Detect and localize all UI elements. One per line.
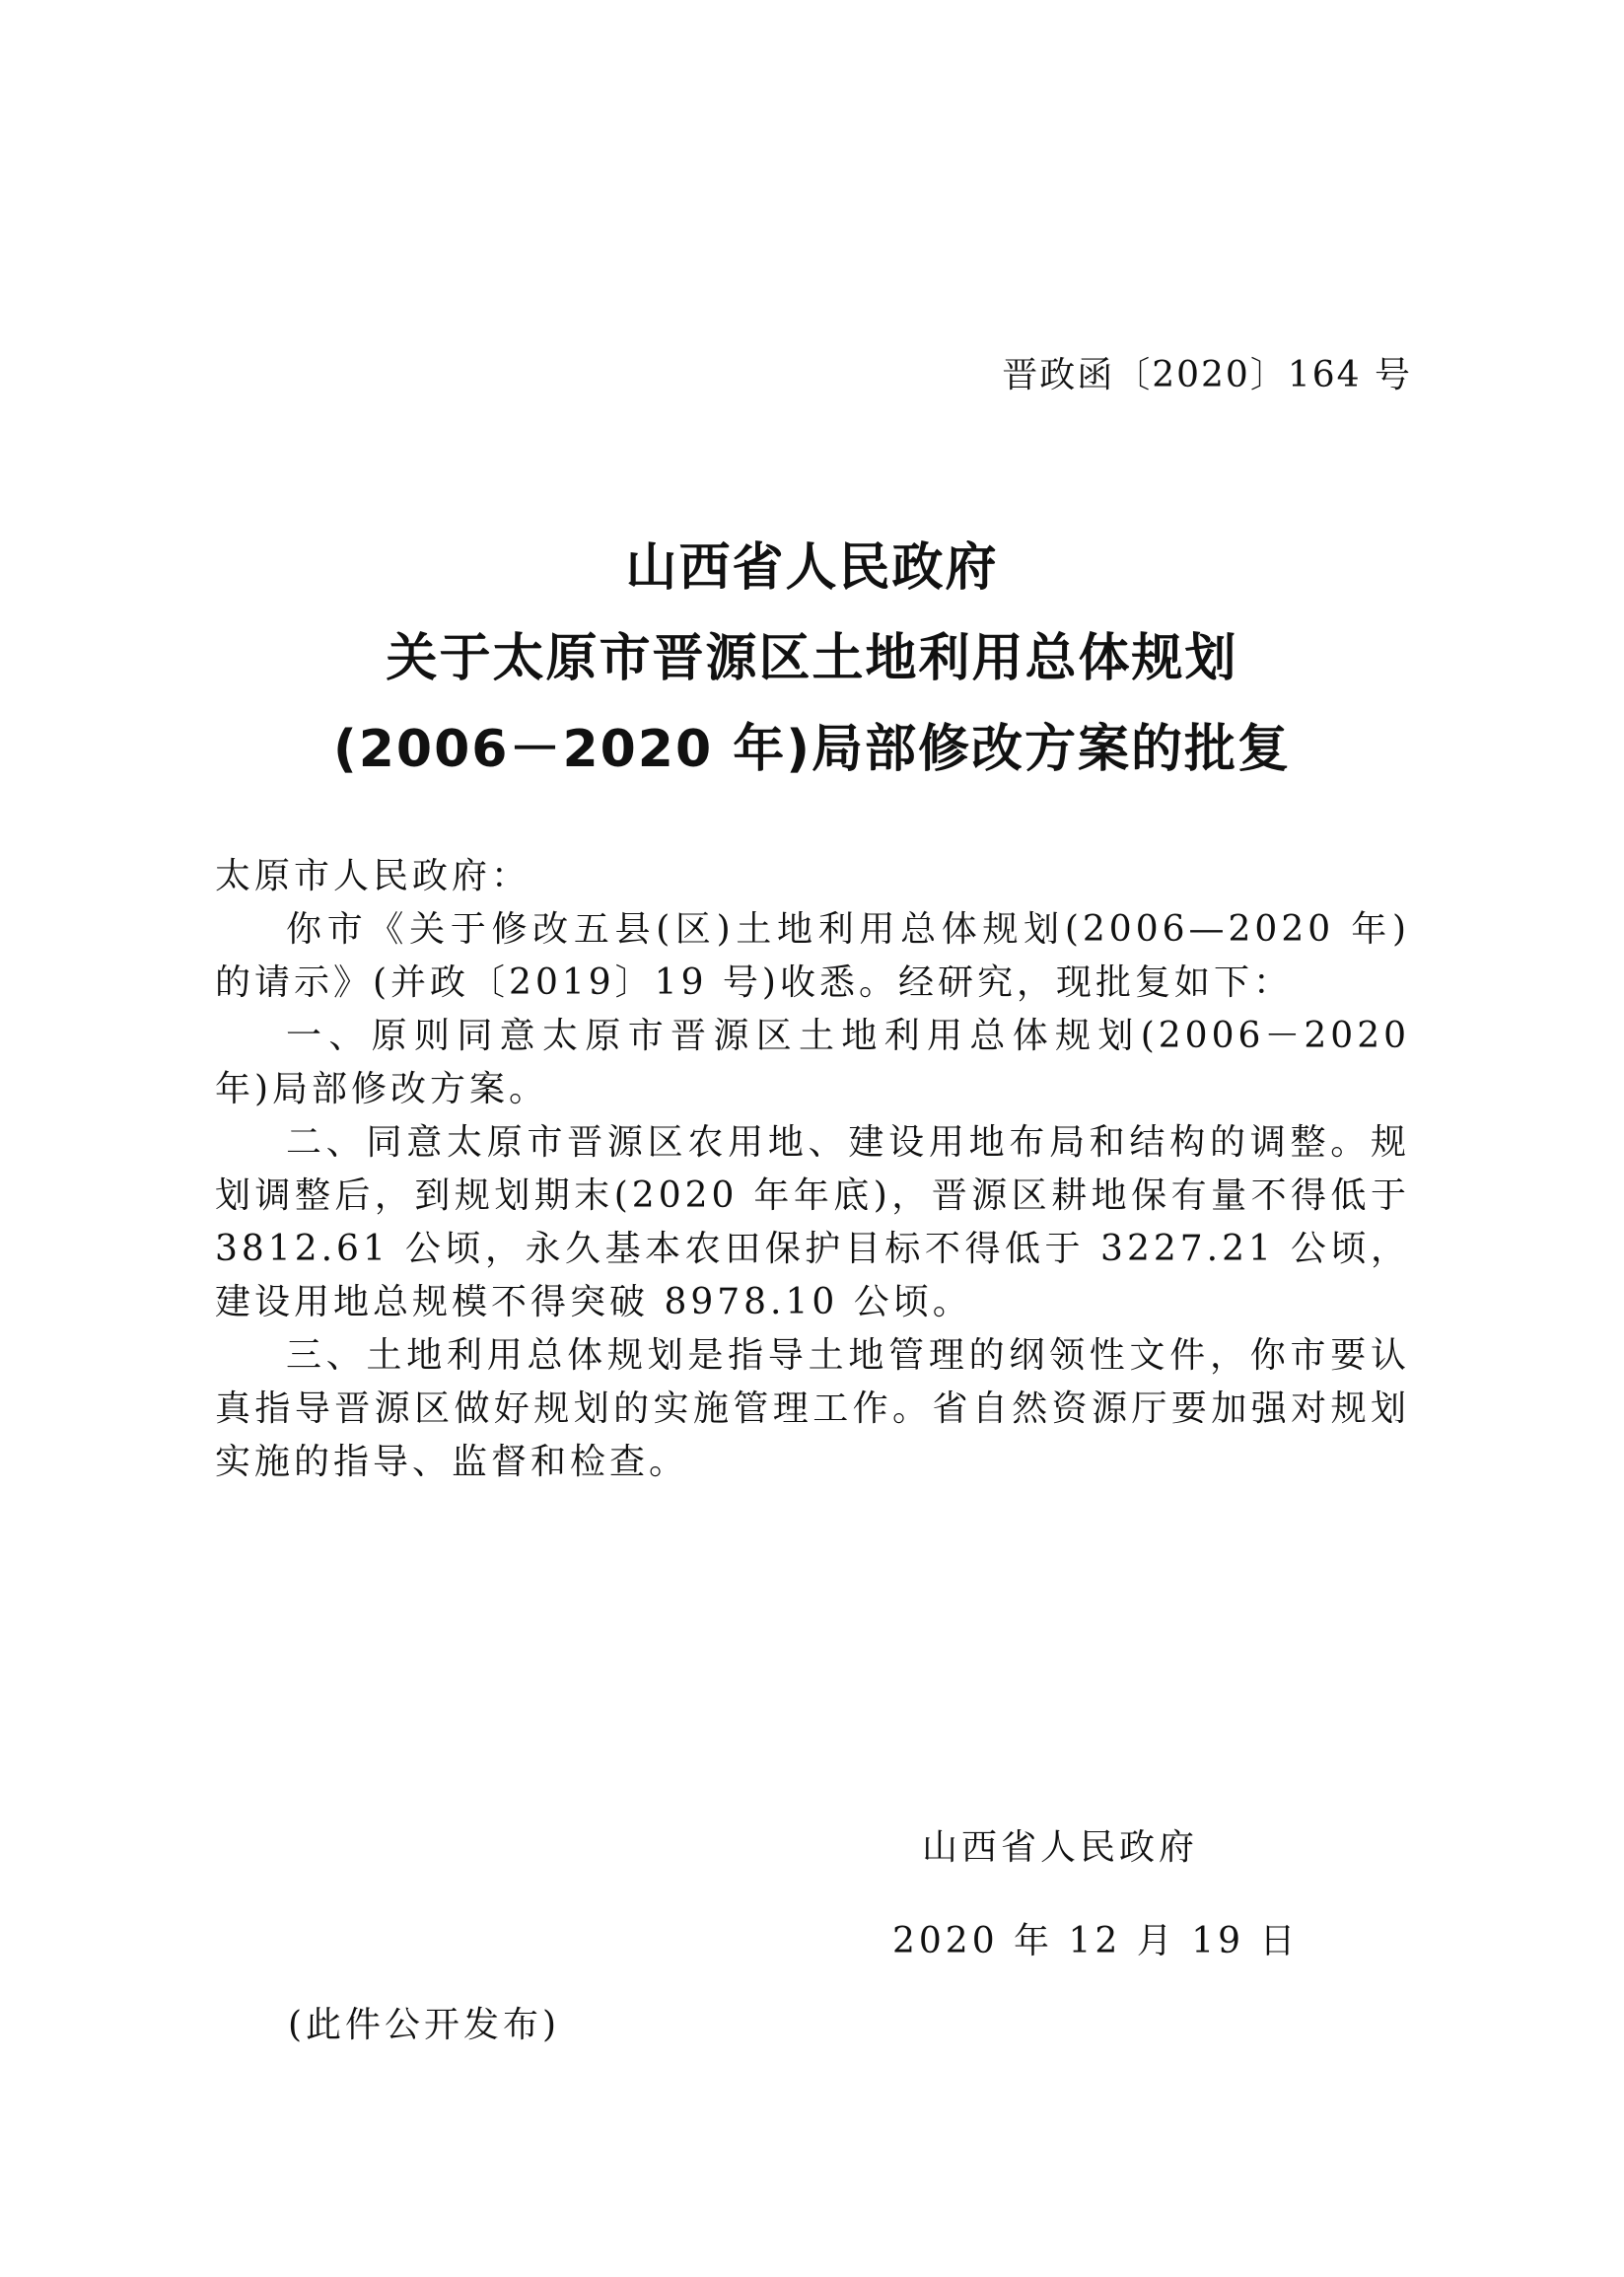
- signature-organization: 山西省人民政府: [922, 1827, 1199, 1868]
- paragraph-item-2: 二、同意太原市晋源区农用地、建设用地布局和结构的调整。规划调整后，到规划期末(2020 年年底)，晋源区耕地保有量不得低于 3812.61 公顷，永久基本农田保护目标不得低于 3227.21 公顷，建设用地总规模不得突破 8978.10 公顷。: [215, 1122, 1410, 1322]
- title-line-1: 山西省人民政府: [625, 538, 999, 598]
- paragraph-receipt: 你市《关于修改五县(区)土地利用总体规划(2006—2020 年)的请示》(并政〔2019〕19 号)收悉。经研究，现批复如下：: [215, 909, 1410, 1003]
- salutation: 太原市人民政府：: [215, 856, 531, 896]
- title-line-2: 关于太原市晋源区土地利用总体规划: [386, 629, 1238, 688]
- paragraph-item-1: 一、原则同意太原市晋源区土地利用总体规划(2006－2020 年)局部修改方案。: [215, 1016, 1410, 1109]
- signature-date: 2020 年 12 月 19 日: [892, 1921, 1300, 1961]
- public-release-note: (此件公开发布): [288, 2005, 561, 2045]
- document-body: [215, 850, 1410, 1489]
- paragraph-item-3: 三、土地利用总体规划是指导土地管理的纲领性文件，你市要认真指导晋源区做好规划的实施管理工作。省自然资源厅要加强对规划实施的指导、监督和检查。: [215, 1335, 1410, 1482]
- document-number: 晋政函〔2020〕164 号: [1002, 355, 1412, 395]
- title-line-3: (2006－2020 年)局部修改方案的批复: [332, 720, 1292, 779]
- document-title: [0, 523, 1624, 795]
